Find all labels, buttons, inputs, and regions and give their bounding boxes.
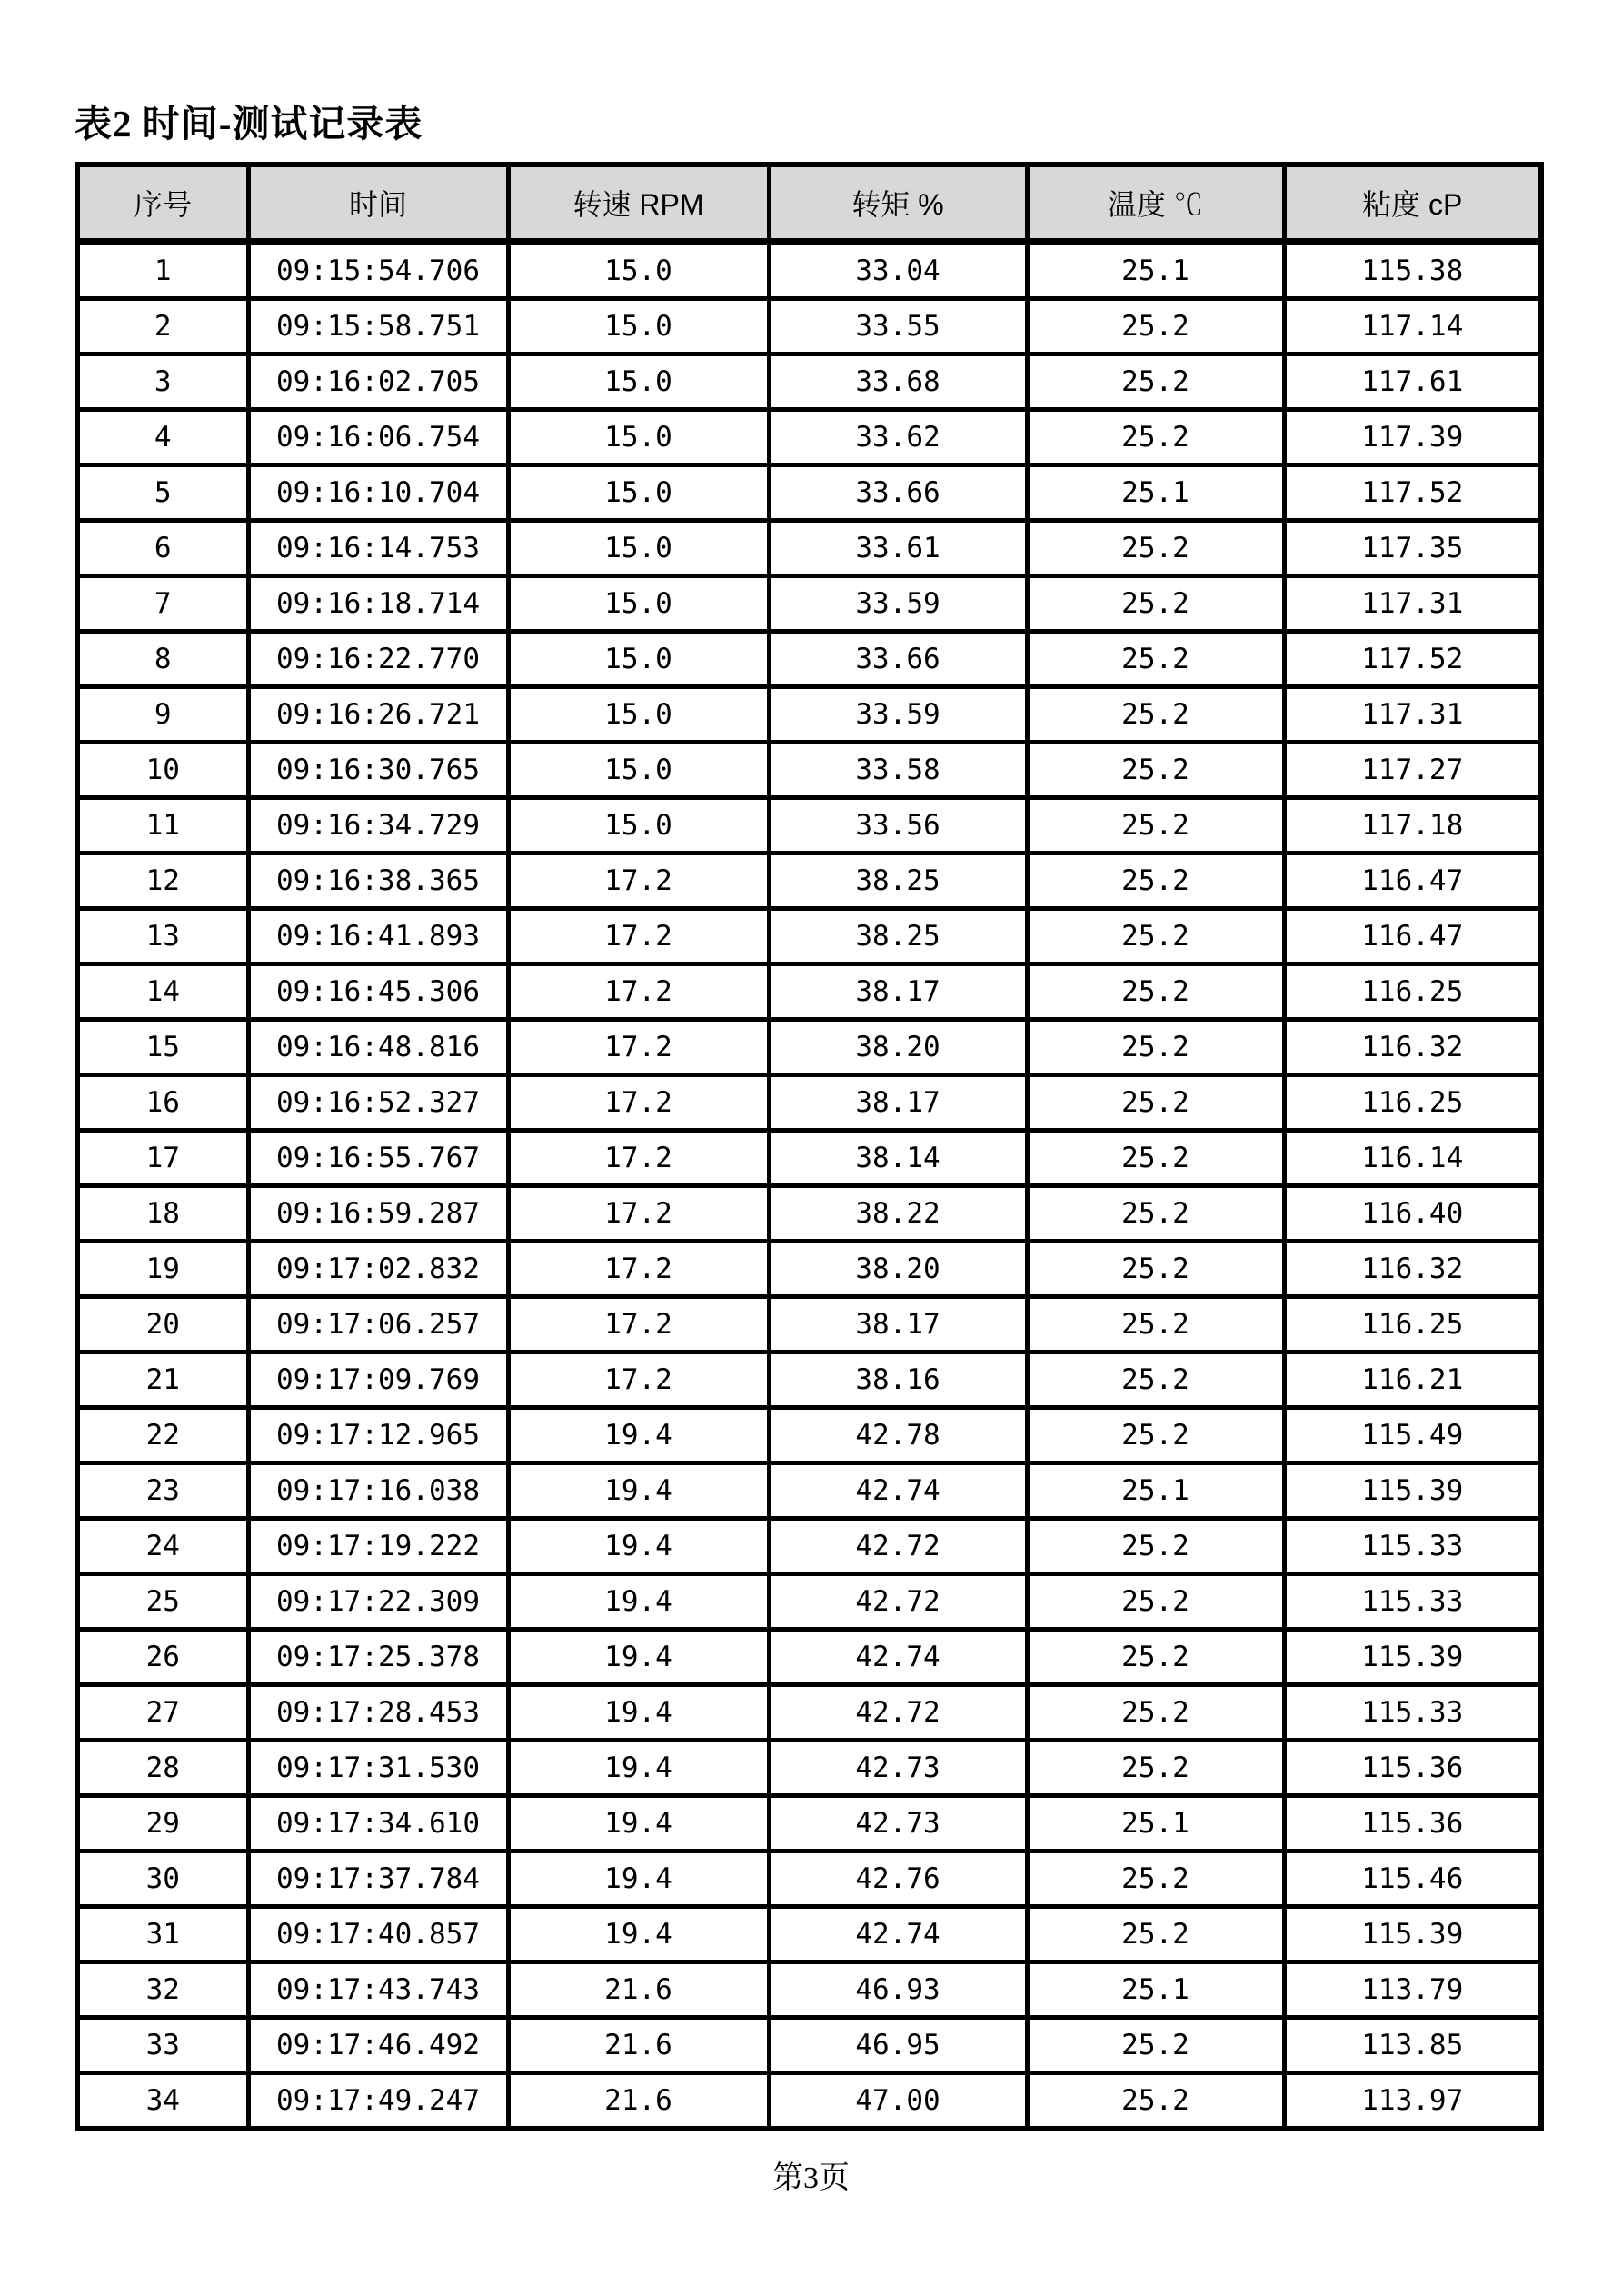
table-cell: 17.2: [508, 1075, 769, 1131]
table-cell: 38.22: [769, 1186, 1027, 1242]
table-cell: 09:16:30.765: [248, 743, 508, 798]
table-cell: 25.2: [1027, 687, 1284, 743]
table-cell: 13: [77, 909, 248, 964]
table-cell: 15.0: [508, 632, 769, 687]
table-cell: 9: [77, 687, 248, 743]
table-cell: 47.00: [769, 2073, 1027, 2130]
table-row: [77, 299, 1541, 354]
table-cell: 6: [77, 521, 248, 576]
table-cell: 115.39: [1284, 1630, 1541, 1685]
table-cell: 10: [77, 743, 248, 798]
table-cell: 15.0: [508, 743, 769, 798]
table-cell: 09:17:06.257: [248, 1297, 508, 1353]
table-row: [77, 1186, 1541, 1242]
table-cell: 42.74: [769, 1630, 1027, 1685]
table-cell: 115.39: [1284, 1463, 1541, 1519]
table-cell: 12: [77, 854, 248, 909]
table-cell: 09:17:25.378: [248, 1630, 508, 1685]
table-cell: 25.1: [1027, 465, 1284, 521]
table-cell: 19.4: [508, 1907, 769, 1962]
table-cell: 117.31: [1284, 687, 1541, 743]
table-row: [77, 1796, 1541, 1852]
table-cell: 09:17:12.965: [248, 1408, 508, 1463]
table-header: [77, 165, 1541, 242]
table-cell: 30: [77, 1852, 248, 1907]
table-cell: 116.21: [1284, 1353, 1541, 1408]
table-row: [77, 1741, 1541, 1796]
table-cell: 117.52: [1284, 465, 1541, 521]
table-cell: 09:17:09.769: [248, 1353, 508, 1408]
table-cell: 15.0: [508, 687, 769, 743]
table-cell: 33.59: [769, 687, 1027, 743]
table-row: [77, 964, 1541, 1020]
header-cell-torque: 转矩 %: [769, 165, 1027, 242]
table-row: [77, 1353, 1541, 1408]
table-cell: 25.2: [1027, 1630, 1284, 1685]
table-cell: 09:17:22.309: [248, 1574, 508, 1630]
table-cell: 25.2: [1027, 1020, 1284, 1075]
table-cell: 116.25: [1284, 1297, 1541, 1353]
table-cell: 25.2: [1027, 1353, 1284, 1408]
table-caption: 表2 时间-测试记录表: [75, 103, 423, 145]
table-cell: 25.2: [1027, 2018, 1284, 2073]
table-cell: 09:16:55.767: [248, 1131, 508, 1186]
table-cell: 25.2: [1027, 521, 1284, 576]
table-cell: 38.17: [769, 1297, 1027, 1353]
table-cell: 42.72: [769, 1574, 1027, 1630]
table-cell: 116.47: [1284, 909, 1541, 964]
table-cell: 09:17:16.038: [248, 1463, 508, 1519]
table-row: [77, 1020, 1541, 1075]
table-cell: 33.59: [769, 576, 1027, 632]
table-cell: 115.39: [1284, 1907, 1541, 1962]
table-row: [77, 1630, 1541, 1685]
table-cell: 115.49: [1284, 1408, 1541, 1463]
table-cell: 09:16:22.770: [248, 632, 508, 687]
test-record-table: [75, 162, 1544, 2131]
table-cell: 42.73: [769, 1741, 1027, 1796]
table-cell: 116.14: [1284, 1131, 1541, 1186]
table-cell: 29: [77, 1796, 248, 1852]
table-cell: 25.2: [1027, 1685, 1284, 1741]
table-cell: 09:16:14.753: [248, 521, 508, 576]
table-cell: 17: [77, 1131, 248, 1186]
table-cell: 19.4: [508, 1796, 769, 1852]
table-cell: 38.25: [769, 854, 1027, 909]
table-cell: 17.2: [508, 1131, 769, 1186]
table-cell: 33.68: [769, 354, 1027, 410]
table-cell: 17.2: [508, 854, 769, 909]
table-body: [77, 242, 1541, 2129]
table-cell: 117.52: [1284, 632, 1541, 687]
table-cell: 42.72: [769, 1685, 1027, 1741]
table-cell: 4: [77, 410, 248, 465]
table-cell: 19.4: [508, 1463, 769, 1519]
table-row: [77, 1962, 1541, 2018]
table-cell: 115.33: [1284, 1574, 1541, 1630]
table-cell: 38.17: [769, 1075, 1027, 1131]
table-cell: 09:15:54.706: [248, 242, 508, 299]
table-cell: 25.2: [1027, 743, 1284, 798]
table-cell: 32: [77, 1962, 248, 2018]
table-cell: 09:17:19.222: [248, 1519, 508, 1574]
table-cell: 17.2: [508, 1242, 769, 1297]
table-cell: 16: [77, 1075, 248, 1131]
table-cell: 38.17: [769, 964, 1027, 1020]
table-cell: 7: [77, 576, 248, 632]
table-cell: 25.2: [1027, 354, 1284, 410]
table-cell: 25.2: [1027, 1519, 1284, 1574]
table-cell: 19.4: [508, 1852, 769, 1907]
header-cell-time: 时间: [248, 165, 508, 242]
table-cell: 19.4: [508, 1685, 769, 1741]
table-row: [77, 2073, 1541, 2130]
table-cell: 25.2: [1027, 1075, 1284, 1131]
table-cell: 42.74: [769, 1907, 1027, 1962]
table-cell: 21.6: [508, 1962, 769, 2018]
table-cell: 46.93: [769, 1962, 1027, 2018]
table-cell: 26: [77, 1630, 248, 1685]
table-cell: 25.2: [1027, 1852, 1284, 1907]
table-cell: 15.0: [508, 299, 769, 354]
table-cell: 25.2: [1027, 1131, 1284, 1186]
table-row: [77, 1519, 1541, 1574]
table-cell: 25.2: [1027, 576, 1284, 632]
table-cell: 42.78: [769, 1408, 1027, 1463]
table-cell: 25.2: [1027, 798, 1284, 854]
table-cell: 8: [77, 632, 248, 687]
table-cell: 31: [77, 1907, 248, 1962]
table-cell: 09:16:06.754: [248, 410, 508, 465]
table-cell: 19.4: [508, 1630, 769, 1685]
table-cell: 11: [77, 798, 248, 854]
table-cell: 33.62: [769, 410, 1027, 465]
table-cell: 116.32: [1284, 1020, 1541, 1075]
table-cell: 3: [77, 354, 248, 410]
table-cell: 25.1: [1027, 1962, 1284, 2018]
table-cell: 17.2: [508, 964, 769, 1020]
table-cell: 33.61: [769, 521, 1027, 576]
table-cell: 38.25: [769, 909, 1027, 964]
table-row: [77, 909, 1541, 964]
table-row: [77, 354, 1541, 410]
table-cell: 09:17:43.743: [248, 1962, 508, 2018]
table-cell: 25.2: [1027, 1741, 1284, 1796]
table-row: [77, 798, 1541, 854]
table-cell: 15.0: [508, 242, 769, 299]
table-cell: 42.76: [769, 1852, 1027, 1907]
table-cell: 09:17:37.784: [248, 1852, 508, 1907]
table-cell: 09:16:26.721: [248, 687, 508, 743]
table-cell: 09:16:10.704: [248, 465, 508, 521]
table-row: [77, 576, 1541, 632]
table-row: [77, 743, 1541, 798]
table-cell: 15.0: [508, 354, 769, 410]
table-cell: 20: [77, 1297, 248, 1353]
table-cell: 18: [77, 1186, 248, 1242]
table-cell: 25.2: [1027, 1574, 1284, 1630]
table-cell: 15.0: [508, 410, 769, 465]
table-cell: 25.2: [1027, 299, 1284, 354]
table-cell: 25.1: [1027, 242, 1284, 299]
table-cell: 115.36: [1284, 1741, 1541, 1796]
table-cell: 09:16:48.816: [248, 1020, 508, 1075]
table-cell: 28: [77, 1741, 248, 1796]
table-cell: 25.2: [1027, 1408, 1284, 1463]
table-cell: 38.16: [769, 1353, 1027, 1408]
table-cell: 09:16:45.306: [248, 964, 508, 1020]
header-cell-temperature: 温度 ℃: [1027, 165, 1284, 242]
table-row: [77, 1242, 1541, 1297]
table-cell: 15.0: [508, 798, 769, 854]
table-cell: 117.35: [1284, 521, 1541, 576]
table-cell: 09:15:58.751: [248, 299, 508, 354]
table-cell: 09:16:18.714: [248, 576, 508, 632]
table-row: [77, 1574, 1541, 1630]
table-cell: 46.95: [769, 2018, 1027, 2073]
table-cell: 23: [77, 1463, 248, 1519]
table-cell: 19.4: [508, 1408, 769, 1463]
table-cell: 09:17:28.453: [248, 1685, 508, 1741]
table-cell: 25.2: [1027, 854, 1284, 909]
table-row: [77, 465, 1541, 521]
table-cell: 117.27: [1284, 743, 1541, 798]
table-cell: 33.66: [769, 465, 1027, 521]
table-row: [77, 1907, 1541, 1962]
table-cell: 115.33: [1284, 1519, 1541, 1574]
table-cell: 09:16:38.365: [248, 854, 508, 909]
table-cell: 25.2: [1027, 1242, 1284, 1297]
table-row: [77, 242, 1541, 299]
table-row: [77, 1297, 1541, 1353]
table-cell: 15.0: [508, 465, 769, 521]
table-cell: 25.2: [1027, 632, 1284, 687]
table-row: [77, 854, 1541, 909]
table-cell: 25.2: [1027, 909, 1284, 964]
table-cell: 21.6: [508, 2073, 769, 2130]
table-cell: 42.73: [769, 1796, 1027, 1852]
table-cell: 33.56: [769, 798, 1027, 854]
table-cell: 5: [77, 465, 248, 521]
table-cell: 33.66: [769, 632, 1027, 687]
table-cell: 42.72: [769, 1519, 1027, 1574]
table-cell: 115.38: [1284, 242, 1541, 299]
table-cell: 38.20: [769, 1020, 1027, 1075]
table-cell: 24: [77, 1519, 248, 1574]
table-cell: 25.1: [1027, 1463, 1284, 1519]
table-row: [77, 1852, 1541, 1907]
table-cell: 19.4: [508, 1574, 769, 1630]
table-cell: 15: [77, 1020, 248, 1075]
table-cell: 25.2: [1027, 1907, 1284, 1962]
table-cell: 116.32: [1284, 1242, 1541, 1297]
table-cell: 09:16:02.705: [248, 354, 508, 410]
table-cell: 116.25: [1284, 964, 1541, 1020]
table-row: [77, 1075, 1541, 1131]
table-cell: 09:17:31.530: [248, 1741, 508, 1796]
table-cell: 113.79: [1284, 1962, 1541, 2018]
table-cell: 21: [77, 1353, 248, 1408]
table-row: [77, 1463, 1541, 1519]
table-cell: 17.2: [508, 1186, 769, 1242]
table-cell: 09:17:46.492: [248, 2018, 508, 2073]
table-cell: 15.0: [508, 521, 769, 576]
table-cell: 25.2: [1027, 1186, 1284, 1242]
table-cell: 15.0: [508, 576, 769, 632]
table-row: [77, 2018, 1541, 2073]
table-row: [77, 1131, 1541, 1186]
table-cell: 25.2: [1027, 410, 1284, 465]
table-cell: 38.20: [769, 1242, 1027, 1297]
table-cell: 19.4: [508, 1741, 769, 1796]
table-cell: 09:17:34.610: [248, 1796, 508, 1852]
table-row: [77, 687, 1541, 743]
table-cell: 116.25: [1284, 1075, 1541, 1131]
table-cell: 115.33: [1284, 1685, 1541, 1741]
table-row: [77, 521, 1541, 576]
table-cell: 116.40: [1284, 1186, 1541, 1242]
header-row: [77, 165, 1541, 242]
table-cell: 25.2: [1027, 2073, 1284, 2130]
table-cell: 17.2: [508, 1353, 769, 1408]
table-cell: 117.18: [1284, 798, 1541, 854]
table-cell: 1: [77, 242, 248, 299]
table-cell: 25: [77, 1574, 248, 1630]
table-cell: 34: [77, 2073, 248, 2130]
table-row: [77, 410, 1541, 465]
table-cell: 113.85: [1284, 2018, 1541, 2073]
table-cell: 19.4: [508, 1519, 769, 1574]
table-cell: 2: [77, 299, 248, 354]
header-cell-speed: 转速 RPM: [508, 165, 769, 242]
table-cell: 19: [77, 1242, 248, 1297]
table-cell: 116.47: [1284, 854, 1541, 909]
table-cell: 09:17:02.832: [248, 1242, 508, 1297]
table-cell: 33.58: [769, 743, 1027, 798]
header-cell-viscosity: 粘度 cP: [1284, 165, 1541, 242]
table-cell: 09:17:49.247: [248, 2073, 508, 2130]
header-cell-serial: 序号: [77, 165, 248, 242]
table-cell: 09:16:41.893: [248, 909, 508, 964]
table-cell: 25.2: [1027, 964, 1284, 1020]
table-cell: 17.2: [508, 1020, 769, 1075]
table-cell: 33.55: [769, 299, 1027, 354]
table-cell: 25.2: [1027, 1297, 1284, 1353]
table-row: [77, 632, 1541, 687]
table-cell: 117.39: [1284, 410, 1541, 465]
table-cell: 09:16:52.327: [248, 1075, 508, 1131]
table-cell: 22: [77, 1408, 248, 1463]
table-cell: 115.36: [1284, 1796, 1541, 1852]
table-row: [77, 1408, 1541, 1463]
table-cell: 33: [77, 2018, 248, 2073]
table-cell: 113.97: [1284, 2073, 1541, 2130]
table-cell: 14: [77, 964, 248, 1020]
table-cell: 21.6: [508, 2018, 769, 2073]
table-cell: 117.14: [1284, 299, 1541, 354]
page-number: 第3页: [772, 2161, 850, 2195]
table-cell: 33.04: [769, 242, 1027, 299]
table-row: [77, 1685, 1541, 1741]
table-cell: 09:17:40.857: [248, 1907, 508, 1962]
table-cell: 17.2: [508, 1297, 769, 1353]
table-cell: 38.14: [769, 1131, 1027, 1186]
table-cell: 115.46: [1284, 1852, 1541, 1907]
table-cell: 27: [77, 1685, 248, 1741]
table-cell: 117.31: [1284, 576, 1541, 632]
table-cell: 42.74: [769, 1463, 1027, 1519]
table-cell: 25.1: [1027, 1796, 1284, 1852]
table-cell: 09:16:59.287: [248, 1186, 508, 1242]
table-cell: 17.2: [508, 909, 769, 964]
table-cell: 117.61: [1284, 354, 1541, 410]
table-cell: 09:16:34.729: [248, 798, 508, 854]
